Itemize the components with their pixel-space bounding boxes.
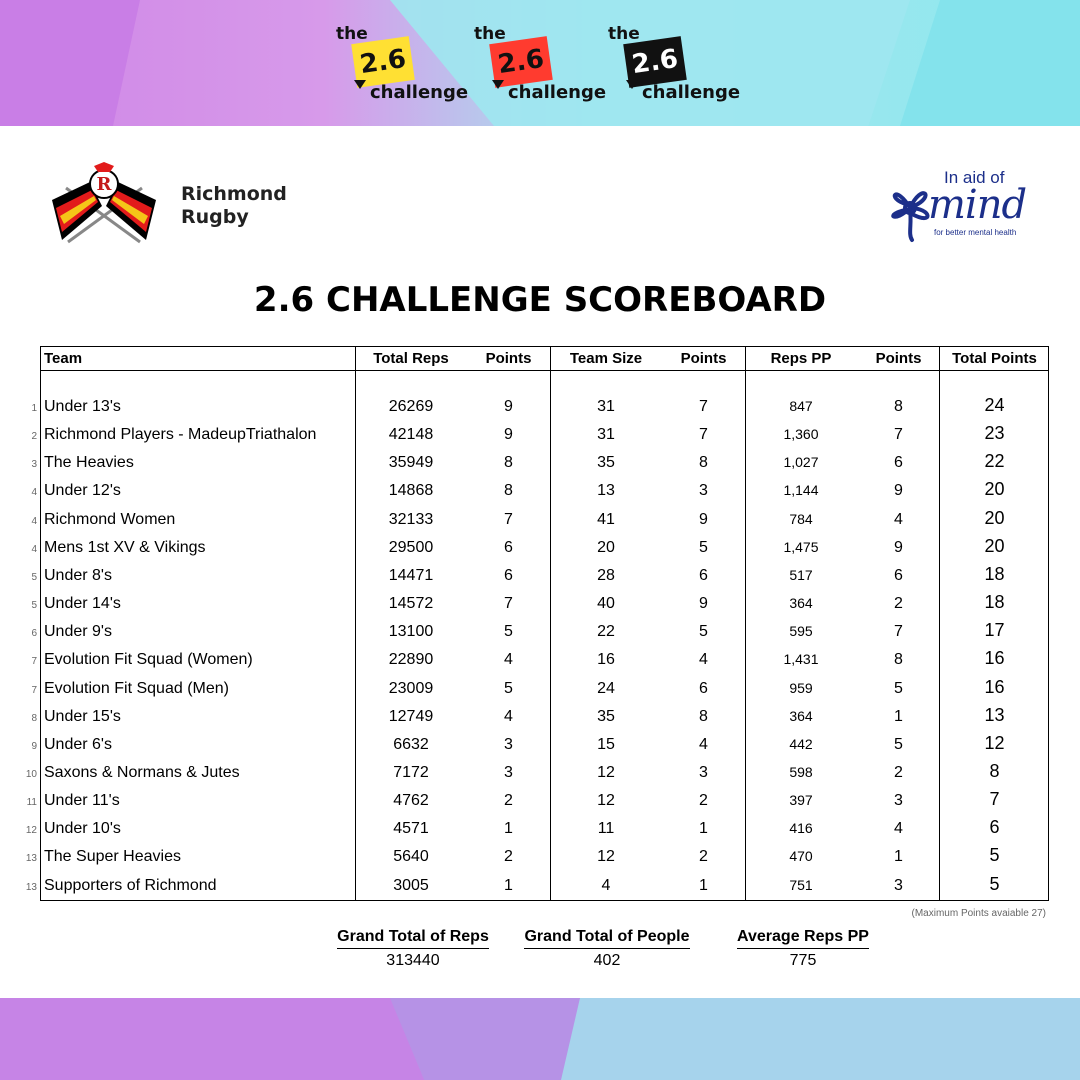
header-team: Team bbox=[44, 350, 83, 367]
header-points-size: Points bbox=[680, 350, 727, 367]
cell-team: Under 9's bbox=[44, 623, 112, 641]
richmond-crest-icon bbox=[44, 160, 164, 250]
cell-p2: 8 bbox=[699, 707, 708, 725]
cell-reps: 5640 bbox=[393, 848, 429, 866]
cell-size: 35 bbox=[597, 454, 615, 472]
table-row bbox=[31, 535, 1048, 567]
cell-size: 20 bbox=[597, 538, 615, 556]
rank-number: 12 bbox=[25, 825, 37, 837]
cell-p1: 1 bbox=[504, 820, 513, 838]
cell-p2: 3 bbox=[699, 763, 708, 781]
cell-repspp: 364 bbox=[789, 595, 813, 612]
rank-number: 10 bbox=[25, 768, 37, 780]
cell-p2: 2 bbox=[699, 848, 708, 866]
cell-team: Saxons & Normans & Jutes bbox=[44, 763, 240, 781]
cell-repspp: 1,144 bbox=[783, 482, 819, 499]
rank-number: 7 bbox=[31, 684, 37, 696]
cell-p1: 2 bbox=[504, 792, 513, 810]
cell-total: 8 bbox=[989, 760, 1000, 781]
cell-size: 4 bbox=[601, 876, 611, 894]
cell-repspp: 364 bbox=[789, 707, 813, 724]
cell-size: 11 bbox=[597, 820, 615, 838]
table-row bbox=[31, 676, 1048, 708]
cell-p2: 1 bbox=[699, 876, 708, 894]
cell-team: The Super Heavies bbox=[44, 848, 181, 866]
cell-team: Under 8's bbox=[44, 566, 112, 584]
cell-repspp: 598 bbox=[789, 763, 813, 780]
table-row bbox=[25, 817, 1048, 848]
club-name-line2: Rugby bbox=[181, 206, 249, 228]
cell-total: 20 bbox=[984, 535, 1005, 556]
cell-total: 7 bbox=[989, 789, 1000, 810]
cell-p3: 1 bbox=[894, 707, 903, 725]
mind-wordmark: mind bbox=[928, 182, 1027, 228]
mind-tagline: for better mental health bbox=[934, 228, 1017, 237]
rank-number: 1 bbox=[31, 403, 37, 414]
cell-p1: 6 bbox=[504, 566, 513, 584]
cell-p3: 6 bbox=[894, 454, 903, 472]
cell-repspp: 1,475 bbox=[783, 538, 819, 555]
rank-number: 6 bbox=[31, 628, 37, 640]
cell-total: 12 bbox=[984, 732, 1005, 753]
cell-reps: 6632 bbox=[393, 735, 429, 753]
cell-reps: 13100 bbox=[388, 623, 434, 641]
cell-p2: 7 bbox=[699, 398, 708, 415]
cell-p2: 6 bbox=[699, 566, 708, 584]
top-banner bbox=[0, 0, 1080, 126]
header-team-size: Team Size bbox=[569, 350, 643, 367]
cell-p2: 8 bbox=[699, 454, 708, 472]
rank-number: 2 bbox=[31, 431, 37, 443]
cell-p3: 3 bbox=[894, 876, 903, 894]
cell-p2: 4 bbox=[699, 735, 708, 753]
cell-p3: 6 bbox=[894, 566, 903, 584]
max-points-note: (Maximum Points avaiable 27) bbox=[911, 908, 1046, 919]
cell-p3: 9 bbox=[894, 538, 903, 556]
cell-team: The Heavies bbox=[44, 454, 134, 472]
cell-p1: 6 bbox=[504, 538, 513, 556]
cell-p2: 6 bbox=[699, 679, 708, 697]
page-title: 2.6 CHALLENGE SCOREBOARD bbox=[253, 280, 827, 320]
cell-total: 24 bbox=[984, 395, 1005, 415]
rank-number: 5 bbox=[31, 600, 37, 612]
cell-reps: 29500 bbox=[388, 538, 434, 556]
cell-p2: 7 bbox=[699, 426, 708, 444]
cell-total: 16 bbox=[984, 676, 1005, 697]
cell-p2: 2 bbox=[699, 792, 708, 810]
cell-reps: 22890 bbox=[388, 651, 434, 669]
cell-p1: 1 bbox=[504, 876, 513, 894]
cell-team: Under 11's bbox=[44, 792, 120, 810]
cell-p1: 8 bbox=[504, 454, 513, 472]
cell-repspp: 784 bbox=[789, 510, 813, 527]
cell-size: 12 bbox=[597, 848, 615, 866]
cell-repspp: 1,027 bbox=[783, 454, 819, 471]
cell-repspp: 1,360 bbox=[783, 426, 819, 443]
cell-p2: 9 bbox=[699, 510, 708, 528]
cell-p3: 9 bbox=[894, 482, 903, 500]
cell-total: 5 bbox=[989, 873, 1000, 894]
cell-size: 31 bbox=[597, 426, 615, 444]
table-row bbox=[26, 789, 1048, 820]
cell-p1: 2 bbox=[504, 848, 513, 866]
in-aid-of-label: In aid of bbox=[944, 168, 1005, 187]
average-reps-pp: Average Reps PP 775 bbox=[737, 928, 869, 969]
challenge-logo-yellow: the 2.6 challenge bbox=[336, 24, 469, 103]
cell-p3: 5 bbox=[894, 735, 903, 753]
cell-reps: 35949 bbox=[388, 454, 434, 472]
cell-repspp: 959 bbox=[789, 679, 813, 696]
grand-total-reps: Grand Total of Reps 313440 bbox=[337, 928, 489, 969]
cell-p2: 9 bbox=[699, 595, 708, 613]
cell-total: 22 bbox=[984, 451, 1005, 472]
mind-charity-logo bbox=[880, 166, 1040, 246]
cell-size: 15 bbox=[597, 735, 615, 753]
cell-team: Under 15's bbox=[44, 707, 121, 725]
cell-repspp: 397 bbox=[789, 792, 813, 809]
cell-team: Richmond Players - MadeupTriathalon bbox=[44, 426, 317, 444]
challenge-logo-red: the 2.6 challenge bbox=[474, 24, 607, 103]
cell-p1: 3 bbox=[504, 735, 513, 753]
cell-reps: 23009 bbox=[388, 679, 434, 697]
cell-total: 13 bbox=[984, 704, 1005, 725]
cell-total: 6 bbox=[989, 817, 1000, 838]
cell-reps: 12749 bbox=[388, 707, 434, 725]
cell-size: 31 bbox=[597, 398, 615, 415]
rank-number: 4 bbox=[31, 543, 37, 555]
cell-p3: 2 bbox=[894, 763, 903, 781]
cell-team: Under 10's bbox=[44, 820, 121, 838]
cell-p1: 5 bbox=[504, 679, 513, 697]
cell-team: Under 13's bbox=[44, 398, 121, 415]
cell-size: 16 bbox=[597, 651, 615, 669]
svg-text:R: R bbox=[96, 174, 112, 195]
cell-p3: 2 bbox=[894, 595, 903, 613]
cell-size: 40 bbox=[597, 595, 615, 613]
cell-size: 12 bbox=[597, 792, 615, 810]
table-row bbox=[31, 395, 1048, 426]
cell-repspp: 517 bbox=[789, 566, 813, 583]
cell-team: Under 12's bbox=[44, 482, 121, 500]
cell-repspp: 595 bbox=[789, 623, 813, 640]
cell-p1: 4 bbox=[504, 651, 513, 669]
table-row bbox=[31, 620, 1048, 651]
bottom-banner bbox=[0, 998, 1080, 1080]
cell-size: 28 bbox=[597, 566, 615, 584]
cell-total: 5 bbox=[989, 845, 1000, 866]
cell-p1: 9 bbox=[504, 398, 513, 415]
cell-p2: 5 bbox=[699, 538, 708, 556]
scoreboard-table bbox=[25, 346, 1049, 901]
club-name bbox=[181, 183, 287, 229]
cell-size: 12 bbox=[597, 763, 615, 781]
rank-number: 9 bbox=[31, 740, 37, 752]
cell-p1: 8 bbox=[504, 482, 513, 500]
header-points-reps: Points bbox=[485, 350, 532, 367]
cell-reps: 4571 bbox=[393, 820, 429, 838]
table-row bbox=[31, 563, 1048, 595]
cell-p2: 4 bbox=[699, 651, 708, 669]
cell-p3: 7 bbox=[894, 426, 903, 444]
rank-number: 11 bbox=[26, 797, 37, 809]
header-total-reps: Total Reps bbox=[373, 350, 449, 367]
cell-size: 13 bbox=[597, 482, 615, 500]
rank-number: 8 bbox=[31, 712, 37, 724]
rank-number: 5 bbox=[31, 571, 37, 583]
table-row bbox=[31, 451, 1048, 482]
table-row bbox=[31, 479, 1048, 510]
table-row bbox=[31, 592, 1048, 623]
cell-total: 17 bbox=[984, 620, 1005, 641]
table-row bbox=[31, 704, 1048, 736]
cell-p2: 5 bbox=[699, 623, 708, 641]
cell-team: Mens 1st XV & Vikings bbox=[44, 538, 206, 556]
cell-p2: 1 bbox=[699, 820, 708, 838]
cell-p3: 4 bbox=[894, 510, 903, 528]
cell-total: 18 bbox=[984, 592, 1005, 613]
rank-number: 13 bbox=[25, 881, 37, 893]
cell-team: Supporters of Richmond bbox=[44, 876, 217, 894]
cell-p3: 7 bbox=[894, 623, 903, 641]
cell-repspp: 751 bbox=[789, 876, 813, 893]
cell-p3: 8 bbox=[894, 651, 903, 669]
cell-team: Richmond Women bbox=[44, 510, 176, 528]
rank-number: 7 bbox=[31, 656, 37, 668]
cell-team: Under 14's bbox=[44, 595, 121, 613]
cell-size: 35 bbox=[597, 707, 615, 725]
cell-total: 18 bbox=[984, 563, 1005, 584]
cell-repspp: 442 bbox=[789, 735, 813, 752]
cell-p1: 7 bbox=[504, 595, 513, 613]
club-name-line1: Richmond bbox=[181, 183, 287, 205]
cell-reps: 14868 bbox=[388, 482, 434, 500]
cell-p1: 7 bbox=[504, 510, 513, 528]
table-row bbox=[31, 423, 1048, 454]
cell-team: Under 6's bbox=[44, 735, 112, 753]
cell-size: 22 bbox=[597, 623, 615, 641]
cell-p3: 4 bbox=[894, 820, 903, 838]
cell-p3: 1 bbox=[894, 848, 903, 866]
table-row bbox=[31, 648, 1048, 679]
cell-reps: 14572 bbox=[388, 595, 434, 613]
cell-repspp: 416 bbox=[789, 820, 813, 837]
cell-repspp: 470 bbox=[789, 848, 813, 865]
cell-p1: 9 bbox=[504, 426, 513, 444]
header-reps-pp: Reps PP bbox=[770, 350, 832, 367]
cell-size: 24 bbox=[597, 679, 615, 697]
cell-repspp: 1,431 bbox=[783, 651, 819, 668]
cell-reps: 32133 bbox=[388, 510, 434, 528]
cell-reps: 4762 bbox=[393, 792, 429, 810]
rank-number: 4 bbox=[31, 515, 37, 527]
cell-team: Evolution Fit Squad (Men) bbox=[44, 679, 229, 697]
rank-number: 3 bbox=[31, 459, 37, 471]
cell-total: 20 bbox=[984, 479, 1005, 500]
cell-size: 41 bbox=[597, 510, 615, 528]
cell-p3: 5 bbox=[894, 679, 903, 697]
header-points-pp: Points bbox=[875, 350, 922, 367]
cell-p1: 4 bbox=[504, 707, 513, 725]
challenge-logo-black: the 2.6 challenge bbox=[608, 24, 741, 103]
cell-total: 20 bbox=[984, 507, 1005, 528]
cell-reps: 14471 bbox=[388, 566, 434, 584]
cell-reps: 7172 bbox=[393, 763, 429, 781]
table-row bbox=[25, 845, 1048, 876]
table-row bbox=[31, 507, 1048, 539]
header-total-points: Total Points bbox=[952, 350, 1037, 367]
cell-total: 23 bbox=[984, 423, 1005, 444]
table-row bbox=[31, 732, 1048, 764]
cell-reps: 26269 bbox=[388, 398, 434, 415]
table-row bbox=[25, 873, 1048, 905]
cell-p3: 3 bbox=[894, 792, 903, 810]
table-row bbox=[25, 760, 1048, 792]
cell-p2: 3 bbox=[699, 482, 708, 500]
cell-total: 16 bbox=[984, 648, 1005, 669]
cell-repspp: 847 bbox=[789, 398, 813, 414]
cell-reps: 3005 bbox=[393, 876, 429, 894]
cell-p1: 5 bbox=[504, 623, 513, 641]
rank-number: 13 bbox=[25, 853, 37, 865]
rank-number: 4 bbox=[31, 487, 37, 499]
cell-p3: 8 bbox=[894, 398, 903, 415]
cell-reps: 42148 bbox=[388, 426, 434, 444]
cell-p1: 3 bbox=[504, 763, 513, 781]
cell-team: Evolution Fit Squad (Women) bbox=[44, 651, 253, 669]
grand-total-people: Grand Total of People 402 bbox=[524, 928, 690, 969]
